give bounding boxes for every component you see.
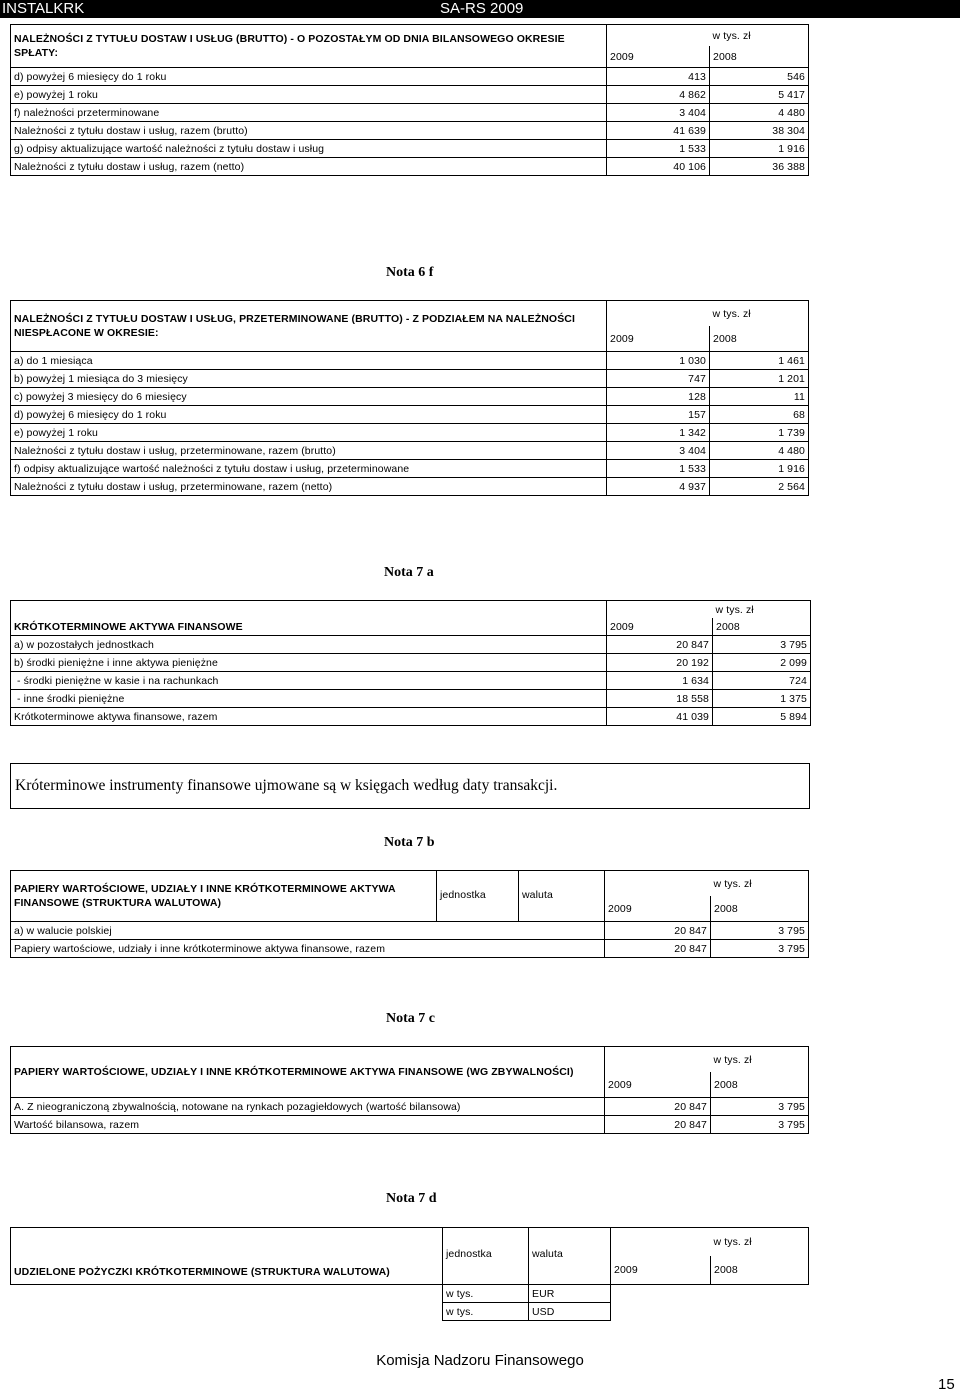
table-title: UDZIELONE POŻYCZKI KRÓTKOTERMINOWE (STRUKTURA WALUTOWA) <box>11 1228 443 1285</box>
year-2009-header: 2009 <box>605 896 711 922</box>
table-row: Należności z tytułu dostaw i usług, razem (netto) 40 106 36 388 <box>11 158 809 176</box>
section-heading: Nota 6 f <box>386 265 434 280</box>
year-2009-header: 2009 <box>611 1256 711 1285</box>
table-row: A. Z nieograniczoną zbywalnością, notowane na rynkach pozagiełdowych (wartość bilansowa) 20 847 3 795 <box>11 1098 809 1116</box>
column-jednostka: jednostka <box>437 871 519 922</box>
table-row: a) do 1 miesiąca 1 030 1 461 <box>11 352 809 370</box>
table-row: b) powyżej 1 miesiąca do 3 miesięcy 747 1 201 <box>11 370 809 388</box>
unit-label: w tys. zł <box>710 25 809 47</box>
table-row: Należności z tytułu dostaw i usług, przeterminowane, razem (brutto) 3 404 4 480 <box>11 442 809 460</box>
table-title: PAPIERY WARTOŚCIOWE, UDZIAŁY I INNE KRÓTKOTERMINOWE AKTYWA FINANSOWE (STRUKTURA WALUTOWA) <box>11 871 437 922</box>
table-row: b) środki pieniężne i inne aktywa pieniężne 20 192 2 099 <box>11 654 811 672</box>
table-title: NALEŻNOŚCI Z TYTUŁU DOSTAW I USŁUG (BRUTTO) - O POZOSTAŁYM OD DNIA BILANSOWEGO OKRESIE SPŁATY: <box>11 25 607 68</box>
unit-label: w tys. zł <box>711 1047 809 1073</box>
table-row: e) powyżej 1 roku 4 862 5 417 <box>11 86 809 104</box>
section-heading: Nota 7 b <box>384 835 435 850</box>
year-2009-header: 2009 <box>607 326 710 352</box>
year-2009-header: 2009 <box>605 1072 711 1098</box>
year-2008-header: 2008 <box>711 1072 809 1098</box>
table-row: f) odpisy aktualizujące wartość należności z tytułu dostaw i usług, przeterminowane 1 533 1 916 <box>11 460 809 478</box>
unit-label: w tys. zł <box>710 301 809 327</box>
table-row: Należności z tytułu dostaw i usług, przeterminowane, razem (netto) 4 937 2 564 <box>11 478 809 496</box>
table-title: NALEŻNOŚCI Z TYTUŁU DOSTAW I USŁUG, PRZETERMINOWANE (BRUTTO) - Z PODZIAŁEM NA NALEŻNOŚCI NIESPŁACONE W OKRESIE: <box>11 301 607 352</box>
year-2008-header: 2008 <box>713 618 811 636</box>
section-heading: Nota 7 c <box>386 1011 435 1026</box>
table-row: w tys. EUR <box>11 1285 809 1303</box>
year-2008-header: 2008 <box>710 46 809 68</box>
table-row: Krótkoterminowe aktywa finansowe, razem 41 039 5 894 <box>11 708 811 726</box>
table-row: Należności z tytułu dostaw i usług, razem (brutto) 41 639 38 304 <box>11 122 809 140</box>
year-2008-header: 2008 <box>711 1256 809 1285</box>
unit-label: w tys. zł <box>711 871 809 897</box>
page-number: 15 <box>938 1376 955 1393</box>
table-loans-currency <box>10 1227 809 1321</box>
section-heading: Nota 7 a <box>384 565 434 580</box>
column-jednostka: jednostka <box>443 1228 529 1285</box>
column-waluta: waluta <box>529 1228 611 1285</box>
table-row: f) należności przeterminowane 3 404 4 480 <box>11 104 809 122</box>
note-text-box: Króterminowe instrumenty finansowe ujmowane są w księgach według daty transakcji. <box>10 763 810 809</box>
table-securities-currency <box>10 870 809 958</box>
unit-label: w tys. zł <box>711 1228 809 1257</box>
table-row: e) powyżej 1 roku 1 342 1 739 <box>11 424 809 442</box>
table-securities-marketability <box>10 1046 809 1134</box>
year-2008-header: 2008 <box>710 326 809 352</box>
table-row: Wartość bilansowa, razem 20 847 3 795 <box>11 1116 809 1134</box>
table-overdue-receivables <box>10 300 809 496</box>
header-bar <box>0 0 960 18</box>
table-row: a) w pozostałych jednostkach 20 847 3 795 <box>11 636 811 654</box>
table-title: PAPIERY WARTOŚCIOWE, UDZIAŁY I INNE KRÓTKOTERMINOWE AKTYWA FINANSOWE (WG ZBYWALNOŚCI) <box>11 1047 605 1098</box>
table-row: g) odpisy aktualizujące wartość należności z tytułu dostaw i usług 1 533 1 916 <box>11 140 809 158</box>
table-row: d) powyżej 6 miesięcy do 1 roku 413 546 <box>11 68 809 86</box>
year-2008-header: 2008 <box>711 896 809 922</box>
table-row: w tys. USD <box>11 1303 809 1321</box>
table-row: a) w walucie polskiej 20 847 3 795 <box>11 922 809 940</box>
table-title: KRÓTKOTERMINOWE AKTYWA FINANSOWE <box>11 618 607 636</box>
section-heading: Nota 7 d <box>386 1191 437 1206</box>
table-row: - środki pieniężne w kasie i na rachunkach 1 634 724 <box>11 672 811 690</box>
table-row: - inne środki pieniężne 18 558 1 375 <box>11 690 811 708</box>
table-row: d) powyżej 6 miesięcy do 1 roku 157 68 <box>11 406 809 424</box>
year-2009-header: 2009 <box>607 46 710 68</box>
footer-text: Komisja Nadzoru Finansowego <box>376 1352 584 1369</box>
table-row: c) powyżej 3 miesięcy do 6 miesięcy 128 11 <box>11 388 809 406</box>
column-waluta: waluta <box>519 871 605 922</box>
table-row: Papiery wartościowe, udziały i inne krótkoterminowe aktywa finansowe, razem 20 847 3 795 <box>11 940 809 958</box>
unit-label: w tys. zł <box>713 601 811 619</box>
company-name: INSTALKRK <box>2 0 85 17</box>
table-receivables-maturity <box>10 24 809 176</box>
table-short-term-financial-assets <box>10 600 811 726</box>
year-2009-header: 2009 <box>607 618 713 636</box>
report-code: SA-RS 2009 <box>440 0 524 17</box>
